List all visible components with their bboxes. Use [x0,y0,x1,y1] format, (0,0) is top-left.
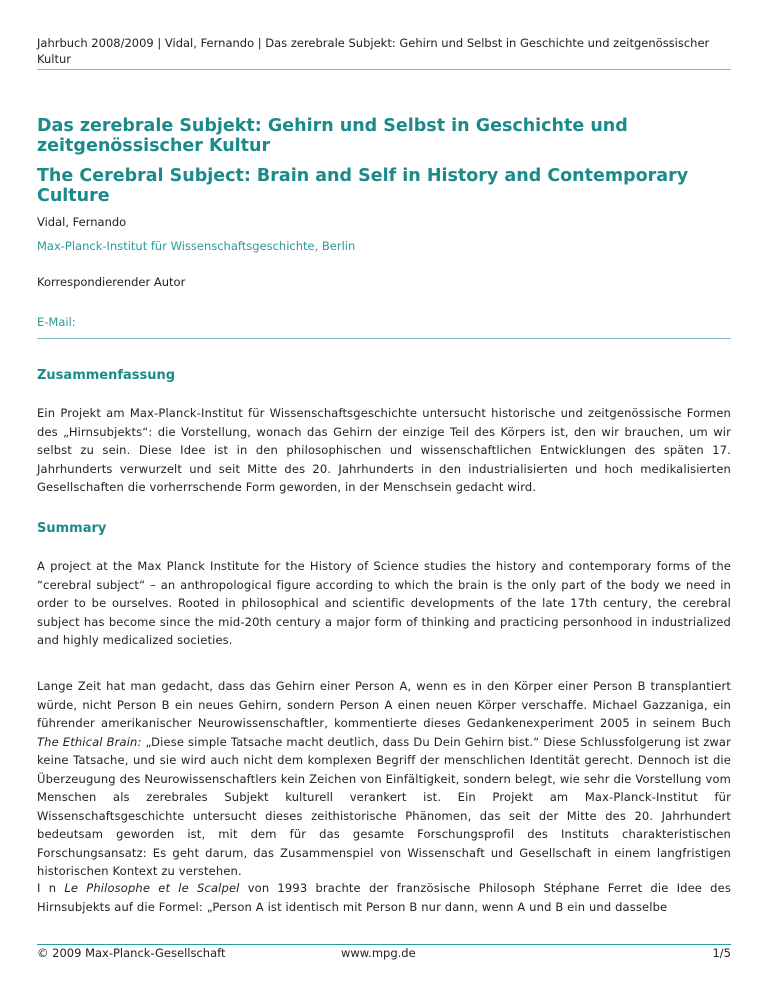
email-link[interactable]: E-Mail: [37,315,76,329]
website-link[interactable]: www.mpg.de [341,946,416,960]
copyright: © 2009 Max-Planck-Gesellschaft [37,946,226,960]
body-text: „Diese simple Tatsache macht deutlich, dass Du Dein Gehirn bist.“ Diese Schlussfolgerung ist zwar keine Tatsache, und sie wird auch nicht dem komplexen Begriff der menschlichen Identität gerecht. Dennoch ist die Überzeugung des Neurowissenschaftlers kein Zeichen von Einfältigkeit, sondern belegt, wie sehr die Vorstellung vom Menschen als zerebrales Subjekt kulturell verankert ist. Ein Projekt am Max-Planck-Institut für Wissenschaftsgeschichte untersucht dieses zeithistorische Phänomen, das seit der Mitte des 20. Jahrhundert bedeutsam geworden ist, mit dem für das gesamte Forschungsprofil des Instituts charakteristischen Forschungsansatz: Es geht darum, das Zusammenspiel von Wissenschaft und Gesellschaft in einem langfristigen historischen Kontext zu verstehen. [37,734,732,878]
author-name: Vidal, Fernando [37,215,127,229]
body-paragraph [37,879,731,916]
author-affiliation[interactable]: Max-Planck-Institut für Wissenschaftsgeschichte, Berlin [37,239,356,253]
corresponding-author-label: Korrespondierender Autor [37,275,186,289]
page-number: 1/5 [712,946,731,960]
footer-divider [37,944,731,945]
running-head: Jahrbuch 2008/2009 | Vidal, Fernando | Das zerebrale Subjekt: Gehirn und Selbst in Geschichte und zeitgenössischer Kultur [37,36,710,66]
book-title: Le Philosophe et le Scalpel [64,881,240,895]
body-text: I n [37,881,65,895]
meta-divider [37,338,731,339]
body-text: von 1993 brachte der französische Philosoph Stéphane Ferret die Idee des Hirnsubjekts auf die Formel: „Person A ist identisch mit Person B nur dann, wenn A und B ein und dasselbe [37,881,731,914]
header-divider [37,69,731,70]
zusammenfassung-text: Ein Projekt am Max-Planck-Institut für Wissenschaftsgeschichte untersucht historische und zeitgenössische Formen des „Hirnsubjekts“: die Vorstellung, wonach das Gehirn der einzige Teil des Körpers ist, den wir brauchen, um wir selbst zu sein. Diese Idee ist in den philosophischen und wissenschaftlichen Entwicklungen des späten 17. Jahrhunderts verwurzelt und seit Mitte des 20. Jahrhunderts in den industrialisierten und hoch medikalisierten Gesellschaften die vorherrschende Form geworden, in der Menschsein gedacht wird. [37,406,731,494]
summary-text: A project at the Max Planck Institute for the History of Science studies the history and contemporary forms of the “cerebral subject“ – an anthropological figure according to which the brain is the only part of the body we need in order to be ourselves. Rooted in philosophical and scientific developments of the late 17th century, the cerebral subject has become since the mid-20th century a major form of thinking and practicing personhood in industrialized and highly medicalized societies. [37,559,731,647]
body-text: Lange Zeit hat man gedacht, dass das Gehirn einer Person A, wenn es in den Körper einer Person B transplantiert würde, nicht Person B ein neues Gehirn, sondern Person A einen neuen Körper verschaffe. Michael Gazzaniga, ein führender amerikanischer Neurowissenschaftler, kommentierte dieses Gedankenexperiment 2005 in seinem Buch [37,679,731,730]
body-paragraph [37,677,731,881]
summary-heading: Summary [37,521,107,536]
title-german: Das zerebrale Subjekt: Gehirn und Selbst in Geschichte und zeitgenössischer Kultur [37,116,628,156]
title-english: The Cerebral Subject: Brain and Self in History and Contemporary Culture [37,166,689,206]
book-title: The Ethical Brain: [37,734,142,749]
zusammenfassung-heading: Zusammenfassung [37,368,176,383]
